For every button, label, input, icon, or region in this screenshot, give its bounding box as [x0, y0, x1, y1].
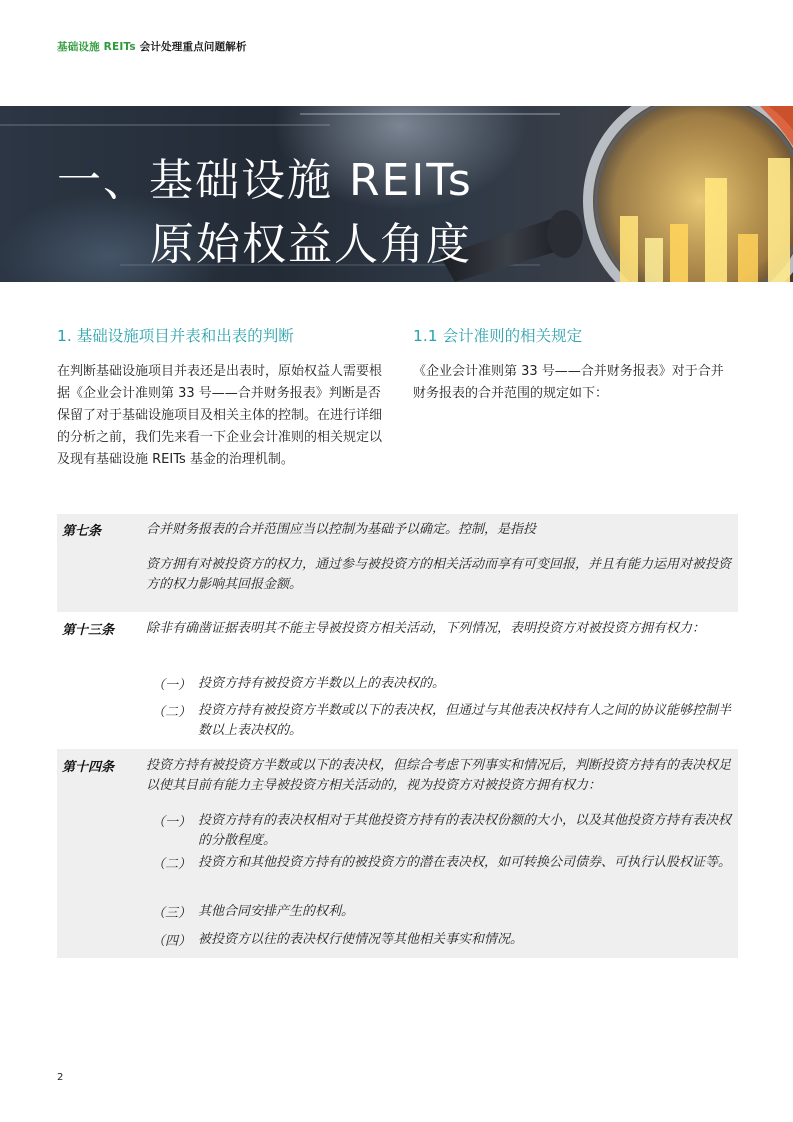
article-14-item-1-text: 投资方持有的表决权相对于其他投资方持有的表决权份额的大小，以及其他投资方持有表决权的分散程度。	[198, 813, 732, 848]
article-13-item-2-num: （二）	[152, 705, 192, 720]
magnified-bar	[620, 216, 638, 282]
article-13-label: 第十三条	[62, 623, 115, 638]
magnifier-collar	[547, 210, 583, 258]
section-1-1-paragraph: 《企业会计准则第 33 号——合并财务报表》对于合并财务报表的合并范围的规定如下：	[413, 364, 724, 401]
article-14-label: 第十四条	[62, 760, 115, 775]
running-header-dark: 会计处理重点问题解析	[135, 41, 247, 53]
article-7-label: 第七条	[62, 524, 102, 539]
article-7-line2: 资方拥有对被投资方的权力，通过参与被投资方的相关活动而享有可变回报，并且有能力运用对被投资方的权力影响其回报金额。	[146, 557, 732, 592]
article-13-text: 除非有确凿证据表明其不能主导被投资方相关活动，下列情况，表明投资方对被投资方拥有权力：	[146, 621, 706, 636]
magnified-bar	[705, 178, 727, 282]
magnified-bar	[670, 224, 688, 282]
article-14-item-3-text: 其他合同安排产生的权利。	[198, 904, 355, 919]
hero-banner	[0, 106, 793, 282]
magnified-bar	[645, 238, 663, 282]
article-14-text: 投资方持有被投资方半数或以下的表决权，但综合考虑下列事实和情况后，判断投资方持有的表决权足以使其目前有能力主导被投资方相关活动的，视为投资方对被投资方拥有权力：	[146, 758, 732, 793]
magnifier-lens	[588, 106, 793, 282]
magnified-bar	[768, 158, 790, 282]
article-14-item-2-num: （二）	[152, 857, 192, 872]
banner-title-line2: 原始权益人角度	[150, 219, 472, 270]
article-14-item-4-num: （四）	[152, 934, 192, 949]
page-number: 2	[57, 1072, 64, 1083]
article-13-item-2-text: 投资方持有被投资方半数或以下的表决权，但通过与其他表决权持有人之间的协议能够控制半数以上表决权的。	[198, 703, 732, 738]
article-14-item-4-text: 被投资方以往的表决权行使情况等其他相关事实和情况。	[198, 932, 524, 947]
article-14-item-2-text: 投资方和其他投资方持有的被投资方的潜在表决权，如可转换公司债券、可执行认股权证等。	[198, 855, 732, 870]
article-13-item-1-num: （一）	[152, 678, 192, 693]
section-heading-1: 1. 基础设施项目并表和出表的判断	[57, 327, 294, 345]
running-header	[57, 39, 247, 54]
article-13-item-1-text: 投资方持有被投资方半数以上的表决权的。	[198, 676, 446, 691]
section-1-paragraph: 在判断基础设施项目并表还是出表时，原始权益人需要根据《企业会计准则第 33 号——合并财务报表》判断是否保留了对于基础设施项目及相关主体的控制。在进行详细的分析之前，我们先来看一下企业会计准则的相关规定以及现有基础设施 REITs 基金的治理机制。	[57, 364, 383, 467]
article-14-item-1-num: （一）	[152, 815, 192, 830]
running-header-green: 基础设施 REITs	[57, 41, 136, 53]
banner-title-line1: 一、基础设施 REITs	[57, 155, 473, 206]
article-14-item-3-num: （三）	[152, 906, 192, 921]
magnified-bar	[738, 234, 758, 282]
section-heading-1-1: 1.1 会计准则的相关规定	[413, 327, 583, 345]
article-7-line1: 合并财务报表的合并范围应当以控制为基础予以确定。控制，是指投	[146, 522, 537, 537]
